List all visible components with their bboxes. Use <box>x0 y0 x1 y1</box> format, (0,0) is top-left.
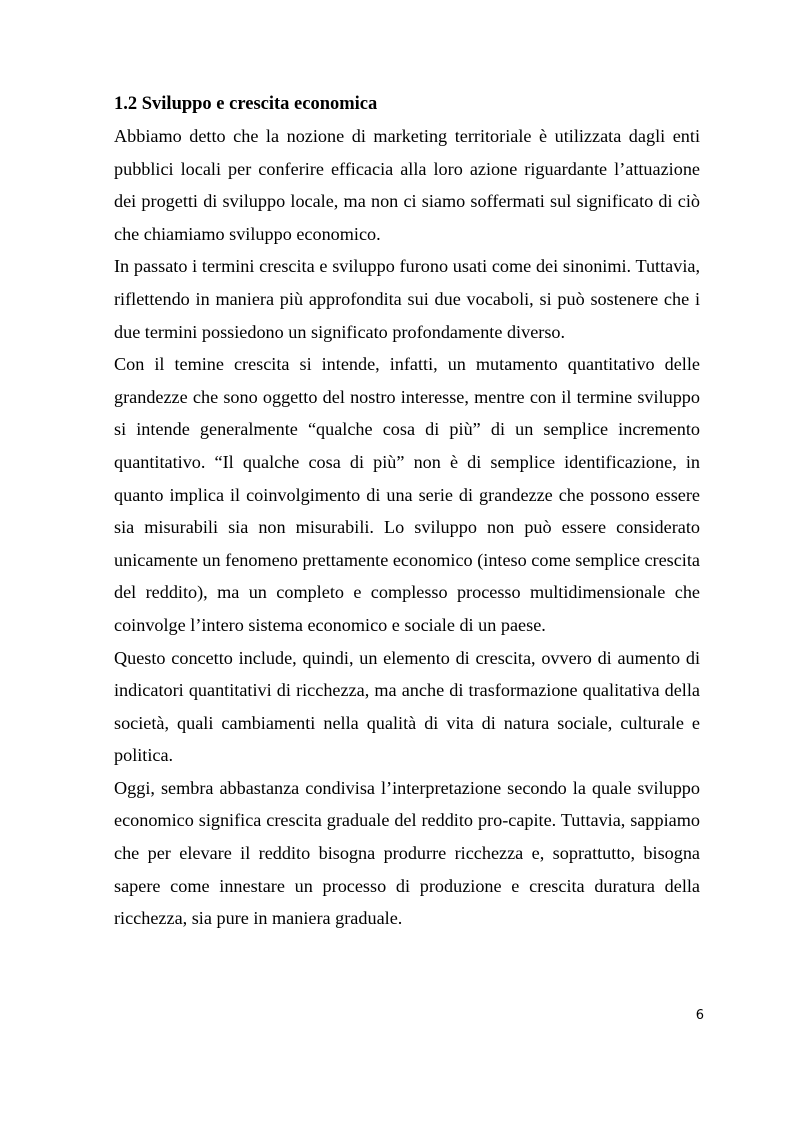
paragraph-5: Oggi, sembra abbastanza condivisa l’interpretazione secondo la quale sviluppo economico significa crescita graduale del reddito pro-capite. Tuttavia, sappiamo che per elevare il reddito bisogna produrre ricchezza e, soprattutto, bisogna sapere come innestare un processo di produzione e crescita duratura della ricchezza, sia pure in maniera graduale. <box>114 777 700 929</box>
section-heading: 1.2 Sviluppo e crescita economica <box>114 94 378 114</box>
paragraph-2: In passato i termini crescita e sviluppo furono usati come dei sinonimi. Tuttavia, riflettendo in maniera più approfondita sui due vocaboli, si può sostenere che i due termini possiedono un significato profondamente diverso. <box>114 256 700 342</box>
document-page <box>114 88 700 935</box>
paragraph-4: Questo concetto include, quindi, un elemento di crescita, ovvero di aumento di indicatori quantitativi di ricchezza, ma anche di trasformazione qualitativa della società, quali cambiamenti nella qualità di vita di natura sociale, culturale e politica. <box>114 647 700 766</box>
page-number: 6 <box>695 1008 704 1023</box>
paragraph-1: Abbiamo detto che la nozione di marketing territoriale è utilizzata dagli enti pubblici locali per conferire efficacia alla loro azione riguardante l’attuazione dei progetti di sviluppo locale, ma non ci siamo soffermati sul significato di ciò che chiamiamo sviluppo economico. <box>114 126 700 244</box>
paragraph-3: Con il temine crescita si intende, infatti, un mutamento quantitativo delle grandezze che sono oggetto del nostro interesse, mentre con il termine sviluppo si intende generalmente “qualche cosa di più” di un semplice incremento quantitativo. “Il qualche cosa di più” non è di semplice identificazione, in quanto implica il coinvolgimento di una serie di grandezze che possono essere sia misurabili sia non misurabili. Lo sviluppo non può essere considerato unicamente un fenomeno prettamente economico (inteso come semplice crescita del reddito), ma un completo e complesso processo multidimensionale che coinvolge l’intero sistema economico e sociale di un paese. <box>114 354 700 635</box>
